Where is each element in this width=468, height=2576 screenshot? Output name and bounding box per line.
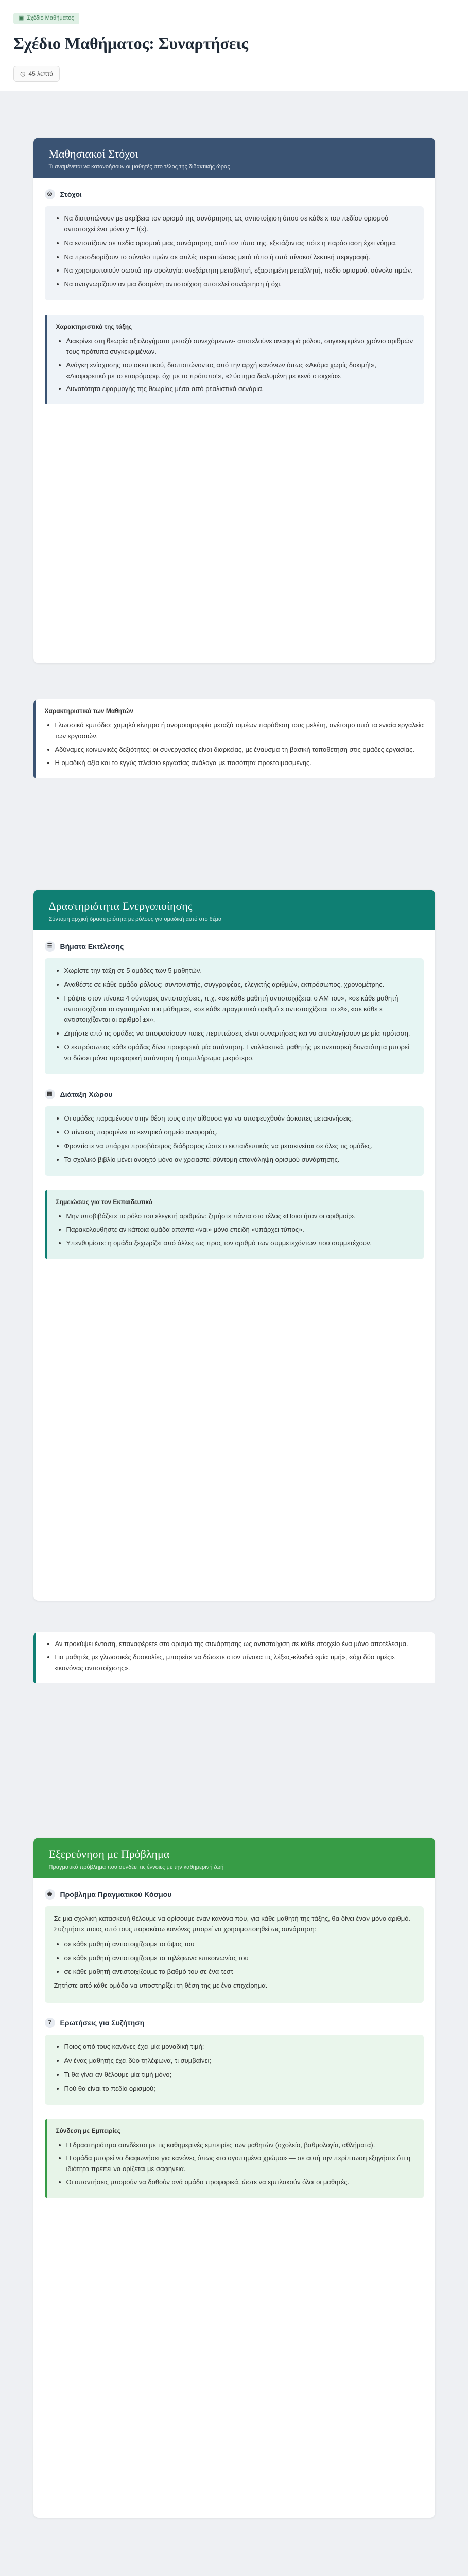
page-header	[0, 0, 468, 91]
card-header	[33, 890, 435, 930]
list-item: • Η δραστηριότητα συνδέεται με τις καθημερινές εμπειρίες των μαθητών (σχολείο, βαθμολογία, αθλήματα).	[66, 2140, 414, 2151]
note-title: Σημειώσεις για τον Εκπαιδευτικό	[56, 1198, 152, 1206]
goals-box	[45, 206, 424, 300]
list-item: • Φροντίστε να υπάρχει προσβάσιμος διάδρομος ώστε ο εκπαιδευτικός να μετακινείται σε όλες τις ομάδες.	[64, 1141, 414, 1152]
spacer	[0, 1786, 468, 1838]
breadcrumb[interactable]: ▣ Σχέδιο Μαθήματος	[13, 13, 79, 24]
card-title: Εξερεύνηση με Πρόβλημα	[48, 1847, 170, 1860]
card-subtitle: Πραγματικό πρόβλημα που συνδέει τις έννοιες με την καθημερινή ζωή	[48, 1864, 224, 1871]
bullet-list	[54, 1113, 414, 1165]
list-item: • Γράψτε στον πίνακα 4 σύντομες αντιστοιχίσεις, π.χ. «σε κάθε μαθητή αντιστοιχίζεται ο ΑΜ του», «σε κάθε μαθητή αντιστοιχίζεται το αγαπημένο του μάθημα», «σε κάθε πραγματικό αριθμό x αντιστοιχίζεται το x²», «σε κάθε x αντιστοιχίζονται οι αριθμοί ±x».	[64, 993, 414, 1025]
card-title: Δραστηριότητα Ενεργοποίησης	[48, 899, 193, 912]
duration-badge: ◷ 45 λεπτά	[13, 66, 60, 82]
steps-box	[45, 958, 424, 1074]
globe-icon: ◉	[45, 1889, 55, 1900]
list-item: • Τι θα γίνει αν θέλουμε μία τιμή μόνο;	[64, 2070, 414, 2080]
problem-box: Σε μια σχολική κατασκευή θέλουμε να ορίσουμε έναν κανόνα που, για κάθε μαθητή της τάξης, θα δίνει έναν μόνο αριθμό. Συζητήστε ποιος από τους παρακάτω κανόνες μπορεί να χρησιμοποιηθεί ως συνάρτηση: • σε κάθε μαθητή αντιστοιχίζουμε το ύψος του • σε κάθε μαθητή αντιστοιχίζουμε τα τηλέφωνα επικοινωνίας του • σε κάθε μαθητή αντιστοιχίζουμε το βαθμό του σε ένα τεστ Ζητήστε από κάθε ομάδα να υποστηρίξει τη θέση της με ένα επιχείρημα.	[45, 1906, 424, 2003]
section-title: Ερωτήσεις για Συζήτηση	[60, 2018, 145, 2027]
list-item: • Αν προκύψει ένταση, επαναφέρετε στο ορισμό της συνάρτησης ως αντιστοίχιση σε κάθε στοιχείο ένα μόνο αποτέλεσμα.	[55, 1639, 426, 1650]
list-item: • Γλωσσικά εμπόδιο: χαμηλό κίνητρο ή ανομοιομορφία μεταξύ τομέων παράθεση τους μελέτη, ανέτοιμο από τα ενιαία εργαλεία των εργασιών.	[55, 720, 426, 742]
list-item: • Για μαθητές με γλωσσικές δυσκολίες, μπορείτε να δώσετε στον πίνακα τις λέξεις-κλειδιά «μία τιμή», «όχι δύο τιμές», «κανόνας αντιστοίχισης».	[55, 1652, 426, 1674]
spacer	[0, 2518, 468, 2576]
bullet-list	[54, 965, 414, 1063]
list-item: • σε κάθε μαθητή αντιστοιχίζουμε το βαθμό του σε ένα τεστ	[64, 1967, 414, 1977]
list-item: • Αναθέστε σε κάθε ομάδα ρόλους: συντονιστής, συγγραφέας, ελεγκτής αριθμών, εκπρόσωπος, χρονομέτρης.	[64, 979, 414, 990]
spacer	[0, 91, 468, 138]
list-item: • Να χρησιμοποιούν σωστά την ορολογία: ανεξάρτητη μεταβλητή, εξαρτημένη μεταβλητή, πεδίο ορισμού, σύνολο τιμών.	[64, 265, 414, 276]
question-icon: ?	[45, 2018, 55, 2028]
section-title: Στόχοι	[60, 190, 82, 198]
clock-icon: ◷	[20, 70, 26, 77]
list-item: • Αν ένας μαθητής έχει δύο τηλέφωνα, τι συμβαίνει;	[64, 2056, 414, 2066]
list-item: • Παρακολουθήστε αν κάποια ομάδα απαντά «ναι» μόνο επειδή «υπάρχει τύπος».	[66, 1225, 414, 1235]
section-title: Διάταξη Χώρου	[60, 1090, 113, 1098]
room-icon: ▦	[45, 1089, 55, 1099]
card-header	[33, 1838, 435, 1878]
target-icon: ◎	[45, 189, 55, 199]
bullet-list	[54, 2042, 414, 2094]
questions-box	[45, 2035, 424, 2104]
note-title: Χαρακτηριστικά των Μαθητών	[44, 707, 133, 715]
bullet-list	[56, 1211, 414, 1248]
spacer-notes	[0, 1601, 468, 1786]
activation-card	[33, 890, 435, 1601]
teacher-notes	[45, 1190, 424, 1259]
list-item: • Η ομάδα μπορεί να διαφωνήσει για κανόνες όπως «το αγαπημένο χρώμα» — σε αυτή την περίπτωση εξηγήστε ότι η ιδιότητα πρέπει να ορίζεται με σαφήνεια.	[66, 2153, 414, 2175]
experience-notes	[45, 2119, 424, 2198]
list-item: • Χωρίστε την τάξη σε 5 ομάδες των 5 μαθητών.	[64, 965, 414, 976]
list-item: • Πού θα είναι το πεδίο ορισμού;	[64, 2083, 414, 2094]
learning-goals-card	[33, 138, 435, 663]
class-notes	[45, 315, 424, 404]
list-item: • Ανάγκη ενίσχυσης του σκεπτικού, διαπιστώνοντας από την αρχή κανόνων όπως «Ακόμα χωρίς δοκιμή!», «Διαφορετικό με το εταιρόμορφ. όχι με το πρότυπο!», «Σύστημα διαλυμένη με κενό στοιχείο».	[66, 360, 414, 382]
spacer-notes	[0, 663, 468, 818]
book-icon: ▣	[19, 15, 24, 21]
bullet-list	[54, 1939, 414, 1977]
list-item: • Να αναγνωρίζουν αν μια δοσμένη αντιστοίχιση αποτελεί συνάρτηση ή όχι.	[64, 279, 414, 290]
extra-notes	[33, 1632, 435, 1683]
section-title: Βήματα Εκτέλεσης	[60, 942, 124, 951]
list-item: • Το σχολικό βιβλίο μένει ανοιχτό μόνο αν χρειαστεί σύντομη επανάληψη ορισμού συνάρτησης.	[64, 1155, 414, 1165]
section-title: Πρόβλημα Πραγματικού Κόσμου	[60, 1890, 172, 1899]
steps-icon: ☰	[45, 941, 55, 952]
list-item: • Διακρίνει στη θεωρία αξιολογήματα μεταξύ συνεχόμενων- αποτελούνε αναφορά ρόλου, συγκεκριμένο χρόνιο αριθμών τους πρότυπα συγκεκριμένων.	[66, 336, 414, 358]
list-item: • Οι ομάδες παραμένουν στην θέση τους στην αίθουσα για να αποφευχθούν άσκοπες μετακινήσεις.	[64, 1113, 414, 1124]
card-subtitle: Σύντομη αρχική δραστηριότητα με ρόλους για ομαδική αυτό στο θέμα	[48, 916, 222, 923]
bullet-list	[45, 1639, 426, 1673]
list-item: • Αδύναμες κοινωνικές δεξιότητες: οι συνεργασίες είναι διαρκείας, με έναυσμα τη βασική τοποθέτηση στις ομάδες εργασίας.	[55, 744, 426, 755]
card-title: Μαθησιακοί Στόχοι	[48, 147, 138, 160]
list-item: • Ο εκπρόσωπος κάθε ομάδας δίνει προφορικά μία απάντηση. Εναλλακτικά, μαθητής με ανεπαρκή δυνατότητα μπορεί να δώσει μόνο προφορική απάντηση ή συμπλήρωμα μικρότερο.	[64, 1042, 414, 1064]
note-title: Χαρακτηριστικά της τάξης	[56, 323, 132, 330]
student-notes	[33, 699, 435, 778]
bullet-list	[45, 720, 426, 768]
card-subtitle: Τι αναμένεται να κατανοήσουν οι μαθητές στο τέλος της διδακτικής ώρας	[48, 164, 230, 171]
card-header	[33, 138, 435, 178]
list-item: • Ο πίνακας παραμένει το κεντρικό σημείο αναφοράς.	[64, 1127, 414, 1138]
list-item: • Να προσδιορίζουν το σύνολο τιμών σε απλές περιπτώσεις μετά τύπο ή από πίνακα/ λεκτική περιγραφή.	[64, 252, 414, 263]
list-item: • Μην υποβιβάζετε το ρόλο του ελεγκτή αριθμών: ζητήστε πάντα στο τέλος «Ποιοι ήταν οι αριθμοί;».	[66, 1211, 414, 1222]
note-title: Σύνδεση με Εμπειρίες	[56, 2127, 120, 2134]
list-item: • Να εντοπίζουν σε πεδία ορισμού μιας συνάρτησης από τον τύπο της, εξετάζοντας πότε η παράσταση έχει νόημα.	[64, 238, 414, 249]
bullet-list	[54, 213, 414, 290]
bullet-list	[56, 2140, 414, 2188]
exploration-card	[33, 1838, 435, 2518]
list-item: • Δυνατότητα εφαρμογής της θεωρίας μέσα από ρεαλιστικά σενάρια.	[66, 384, 414, 395]
space-box	[45, 1106, 424, 1176]
spacer	[0, 818, 468, 890]
list-item: • Να διατυπώνουν με ακρίβεια τον ορισμό της συνάρτησης ως αντιστοίχιση όπου σε κάθε x του πεδίου ορισμού αντιστοιχεί ένα μόνο y = f(x).	[64, 213, 414, 235]
page-title: Σχέδιο Μαθήματος: Συναρτήσεις	[13, 33, 248, 53]
list-item: • Ζητήστε από τις ομάδες να αποφασίσουν ποιες περιπτώσεις είναι συναρτήσεις και να αιτιολογήσουν με μία πρόταση.	[64, 1028, 414, 1039]
bullet-list	[56, 336, 414, 395]
list-item: • Υπενθυμίστε: η ομάδα ξεχωρίζει από άλλες ως προς τον αριθμό των συμμετεχόντων που συμμετέχουν.	[66, 1238, 414, 1249]
list-item: • Η ομαδική αξία και το εγγύς πλαίσιο εργασίας ανάλογα με ποσότητα προετοιμασμένης.	[55, 758, 426, 769]
list-item: • Ποιος από τους κανόνες έχει μία μοναδική τιμή;	[64, 2042, 414, 2053]
list-item: • σε κάθε μαθητή αντιστοιχίζουμε το ύψος του	[64, 1939, 414, 1950]
list-item: • Οι απαντήσεις μπορούν να δοθούν ανά ομάδα προφορικά, ώστε να εμπλακούν όλοι οι μαθητές.	[66, 2177, 414, 2188]
list-item: • σε κάθε μαθητή αντιστοιχίζουμε τα τηλέφωνα επικοινωνίας του	[64, 1953, 414, 1964]
